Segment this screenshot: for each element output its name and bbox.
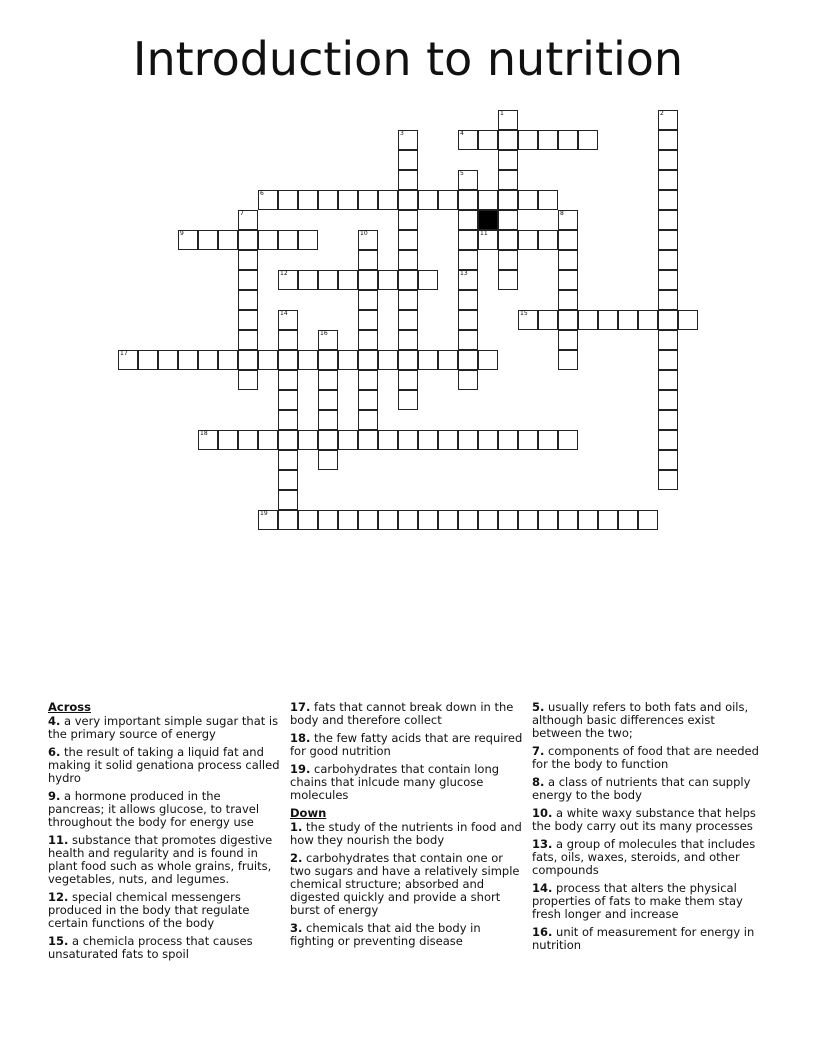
- grid-cell[interactable]: [398, 230, 418, 250]
- grid-cell[interactable]: [318, 270, 338, 290]
- grid-cell[interactable]: [558, 290, 578, 310]
- grid-number: 9: [180, 230, 184, 237]
- grid-cell[interactable]: [518, 190, 538, 210]
- grid-cell[interactable]: [538, 430, 558, 450]
- grid-number: 13: [460, 270, 468, 277]
- grid-cell[interactable]: [418, 190, 438, 210]
- grid-cell[interactable]: [358, 410, 378, 430]
- grid-cell[interactable]: [398, 310, 418, 330]
- grid-cell[interactable]: [358, 270, 378, 290]
- clues-column-2: [290, 701, 524, 953]
- clue-across-17: 17. fats that cannot break down in the body and therefore collect: [290, 700, 514, 727]
- grid-cell[interactable]: [458, 250, 478, 270]
- grid-cell[interactable]: [498, 130, 518, 150]
- grid-cell[interactable]: [278, 490, 298, 510]
- grid-cell[interactable]: [138, 350, 158, 370]
- clues-column-1: [48, 701, 280, 966]
- grid-cell[interactable]: [278, 410, 298, 430]
- grid-cell[interactable]: [278, 230, 298, 250]
- grid-cell[interactable]: [278, 450, 298, 470]
- grid-cell[interactable]: [278, 470, 298, 490]
- grid-cell[interactable]: [658, 450, 678, 470]
- grid-cell[interactable]: [398, 510, 418, 530]
- grid-cell[interactable]: [418, 350, 438, 370]
- grid-cell[interactable]: [238, 370, 258, 390]
- grid-cell[interactable]: [498, 210, 518, 230]
- grid-cell[interactable]: [278, 330, 298, 350]
- grid-cell[interactable]: [498, 510, 518, 530]
- grid-cell[interactable]: [318, 350, 338, 370]
- grid-cell[interactable]: [558, 310, 578, 330]
- clue-down-8: 8. a class of nutrients that can supply energy to the body: [532, 775, 751, 802]
- grid-cell[interactable]: [658, 130, 678, 150]
- clue-across-11: 11. substance that promotes digestive health and regularity and is found in plant food such as whole grains, fruits, vegetables, nuts, and legumes.: [48, 833, 273, 886]
- grid-cell[interactable]: [258, 430, 278, 450]
- grid-cell[interactable]: [318, 450, 338, 470]
- grid-cell[interactable]: [398, 330, 418, 350]
- page-title: Introduction to nutrition: [132, 32, 684, 86]
- grid-cell[interactable]: [398, 270, 418, 290]
- grid-cell[interactable]: [658, 290, 678, 310]
- grid-cell[interactable]: [478, 510, 498, 530]
- grid-cell[interactable]: [378, 270, 398, 290]
- grid-cell[interactable]: [238, 250, 258, 270]
- grid-number: 17: [120, 350, 128, 357]
- grid-cell[interactable]: [598, 510, 618, 530]
- grid-cell[interactable]: [238, 330, 258, 350]
- grid-cell[interactable]: [298, 510, 318, 530]
- down-heading: Down: [290, 806, 327, 820]
- grid-cell[interactable]: [398, 170, 418, 190]
- grid-cell[interactable]: [238, 270, 258, 290]
- grid-cell[interactable]: [558, 230, 578, 250]
- grid-cell[interactable]: [498, 190, 518, 210]
- grid-number: 18: [200, 430, 208, 437]
- grid-cell[interactable]: [358, 370, 378, 390]
- grid-cell[interactable]: [238, 290, 258, 310]
- grid-cell[interactable]: [358, 390, 378, 410]
- grid-cell[interactable]: [398, 190, 418, 210]
- grid-cell[interactable]: [578, 130, 598, 150]
- grid-cell[interactable]: [498, 170, 518, 190]
- clue-across-15: 15. a chemicla process that causes unsaturated fats to spoil: [48, 934, 253, 961]
- grid-cell[interactable]: [658, 410, 678, 430]
- clue-across-12: 12. special chemical messengers produced in the body that regulate certain functions of the body: [48, 890, 250, 930]
- grid-cell[interactable]: [458, 430, 478, 450]
- grid-cell[interactable]: [678, 310, 698, 330]
- grid-cell[interactable]: [298, 230, 318, 250]
- grid-number: 5: [460, 170, 464, 177]
- grid-cell[interactable]: [558, 430, 578, 450]
- grid-cell[interactable]: [518, 430, 538, 450]
- grid-cell[interactable]: [218, 430, 238, 450]
- grid-cell[interactable]: [398, 250, 418, 270]
- grid-cell[interactable]: [518, 130, 538, 150]
- grid-cell[interactable]: [318, 190, 338, 210]
- grid-cell[interactable]: [178, 350, 198, 370]
- grid-cell[interactable]: [398, 150, 418, 170]
- grid-cell[interactable]: [398, 210, 418, 230]
- grid-cell[interactable]: [158, 350, 178, 370]
- clue-across-19: 19. carbohydrates that contain long chains that inlcude many glucose molecules: [290, 762, 500, 802]
- grid-cell[interactable]: [398, 370, 418, 390]
- grid-cell[interactable]: [658, 250, 678, 270]
- grid-cell[interactable]: [458, 210, 478, 230]
- grid-cell[interactable]: [378, 350, 398, 370]
- grid-cell[interactable]: [478, 190, 498, 210]
- clue-down-16: 16. unit of measurement for energy in nutrition: [532, 925, 755, 952]
- grid-cell[interactable]: [358, 310, 378, 330]
- grid-cell[interactable]: [298, 350, 318, 370]
- grid-cell[interactable]: [358, 350, 378, 370]
- grid-cell[interactable]: [538, 130, 558, 150]
- grid-cell[interactable]: [518, 230, 538, 250]
- grid-cell[interactable]: [638, 310, 658, 330]
- grid-cell[interactable]: [458, 310, 478, 330]
- grid-cell[interactable]: [378, 430, 398, 450]
- grid-cell[interactable]: [658, 430, 678, 450]
- grid-cell[interactable]: [278, 430, 298, 450]
- grid-cell[interactable]: [538, 310, 558, 330]
- clues-column-3: [532, 701, 768, 957]
- grid-cell[interactable]: [458, 370, 478, 390]
- grid-cell[interactable]: [218, 350, 238, 370]
- grid-cell[interactable]: [278, 190, 298, 210]
- grid-cell[interactable]: [358, 330, 378, 350]
- grid-cell[interactable]: [318, 510, 338, 530]
- grid-cell[interactable]: [658, 310, 678, 330]
- clue-down-7: 7. components of food that are needed for the body to function: [532, 744, 759, 771]
- grid-number: 2: [660, 110, 664, 117]
- grid-cell[interactable]: [378, 510, 398, 530]
- grid-cell[interactable]: [558, 350, 578, 370]
- grid-cell[interactable]: [578, 510, 598, 530]
- grid-cell[interactable]: [658, 170, 678, 190]
- grid-cell[interactable]: [418, 510, 438, 530]
- grid-cell[interactable]: [658, 270, 678, 290]
- grid-cell[interactable]: [218, 230, 238, 250]
- grid-number: 7: [240, 210, 244, 217]
- grid-cell[interactable]: [298, 190, 318, 210]
- grid-number: 1: [500, 110, 504, 117]
- grid-cell[interactable]: [258, 350, 278, 370]
- grid-cell[interactable]: [558, 250, 578, 270]
- grid-cell[interactable]: [658, 230, 678, 250]
- grid-cell[interactable]: [278, 510, 298, 530]
- grid-cell[interactable]: [498, 430, 518, 450]
- grid-number: 15: [520, 310, 528, 317]
- grid-cell[interactable]: [338, 510, 358, 530]
- grid-cell[interactable]: [558, 330, 578, 350]
- clue-across-4: 4. a very important simple sugar that is the primary source of energy: [48, 714, 279, 741]
- grid-cell[interactable]: [318, 390, 338, 410]
- grid-cell[interactable]: [478, 350, 498, 370]
- grid-cell[interactable]: [338, 270, 358, 290]
- grid-cell[interactable]: [558, 510, 578, 530]
- grid-number: 11: [480, 230, 488, 237]
- grid-cell[interactable]: [278, 390, 298, 410]
- grid-number: 4: [460, 130, 464, 137]
- grid-cell[interactable]: [318, 410, 338, 430]
- grid-cell[interactable]: [438, 430, 458, 450]
- grid-cell[interactable]: [338, 430, 358, 450]
- grid-cell[interactable]: [238, 230, 258, 250]
- grid-cell[interactable]: [238, 430, 258, 450]
- grid-cell[interactable]: [658, 210, 678, 230]
- clue-down-5: 5. usually refers to both fats and oils, although basic differences exist between the two;: [532, 700, 749, 740]
- grid-number: 19: [260, 510, 268, 517]
- grid-cell[interactable]: [498, 270, 518, 290]
- grid-cell[interactable]: [658, 390, 678, 410]
- grid-cell[interactable]: [598, 310, 618, 330]
- grid-cell[interactable]: [358, 510, 378, 530]
- grid-cell[interactable]: [198, 350, 218, 370]
- grid-cell[interactable]: [358, 250, 378, 270]
- grid-cell[interactable]: [338, 350, 358, 370]
- grid-cell[interactable]: [498, 250, 518, 270]
- grid-black-cell: [478, 210, 498, 230]
- clue-down-10: 10. a white waxy substance that helps the body carry out its many processes: [532, 806, 756, 833]
- grid-cell[interactable]: [198, 230, 218, 250]
- grid-cell[interactable]: [618, 510, 638, 530]
- clue-down-14: 14. process that alters the physical properties of fats to make them stay fresh longer and increase: [532, 881, 743, 921]
- grid-cell[interactable]: [298, 270, 318, 290]
- grid-cell[interactable]: [398, 430, 418, 450]
- grid-cell[interactable]: [658, 330, 678, 350]
- grid-cell[interactable]: [378, 190, 398, 210]
- grid-cell[interactable]: [238, 310, 258, 330]
- grid-cell[interactable]: [578, 310, 598, 330]
- grid-cell[interactable]: [458, 230, 478, 250]
- grid-cell[interactable]: [658, 150, 678, 170]
- clue-down-3: 3. chemicals that aid the body in fighting or preventing disease: [290, 921, 481, 948]
- clue-across-18: 18. the few fatty acids that are required for good nutrition: [290, 731, 523, 758]
- grid-cell[interactable]: [458, 330, 478, 350]
- grid-cell[interactable]: [538, 510, 558, 530]
- grid-cell[interactable]: [618, 310, 638, 330]
- grid-cell[interactable]: [398, 290, 418, 310]
- clue-down-1: 1. the study of the nutrients in food and how they nourish the body: [290, 820, 522, 847]
- grid-cell[interactable]: [478, 430, 498, 450]
- grid-cell[interactable]: [418, 270, 438, 290]
- grid-cell[interactable]: [238, 350, 258, 370]
- grid-cell[interactable]: [358, 190, 378, 210]
- grid-cell[interactable]: [298, 430, 318, 450]
- grid-number: 10: [360, 230, 368, 237]
- grid-cell[interactable]: [538, 230, 558, 250]
- grid-number: 3: [400, 130, 404, 137]
- clue-down-2: 2. carbohydrates that contain one or two sugars and have a relatively simple chemical structure; absorbed and digested quickly and provide a short burst of energy: [290, 851, 520, 917]
- grid-cell[interactable]: [318, 430, 338, 450]
- clue-down-13: 13. a group of molecules that includes fats, oils, waxes, steroids, and other compounds: [532, 837, 756, 877]
- grid-cell[interactable]: [518, 510, 538, 530]
- grid-cell[interactable]: [538, 190, 558, 210]
- grid-number: 16: [320, 330, 328, 337]
- grid-cell[interactable]: [458, 350, 478, 370]
- grid-cell[interactable]: [658, 350, 678, 370]
- grid-cell[interactable]: [398, 350, 418, 370]
- grid-cell[interactable]: [278, 370, 298, 390]
- grid-number: 12: [280, 270, 288, 277]
- grid-cell[interactable]: [478, 130, 498, 150]
- grid-cell[interactable]: [498, 230, 518, 250]
- grid-cell[interactable]: [438, 510, 458, 530]
- across-heading: Across: [48, 700, 91, 714]
- clue-across-6: 6. the result of taking a liquid fat and making it solid genationa process called hydro: [48, 745, 280, 785]
- grid-cell[interactable]: [458, 190, 478, 210]
- grid-cell[interactable]: [338, 190, 358, 210]
- grid-cell[interactable]: [258, 230, 278, 250]
- grid-cell[interactable]: [358, 290, 378, 310]
- grid-cell[interactable]: [658, 470, 678, 490]
- grid-cell[interactable]: [558, 130, 578, 150]
- grid-number: 6: [260, 190, 264, 197]
- grid-cell[interactable]: [438, 350, 458, 370]
- grid-cell[interactable]: [458, 290, 478, 310]
- grid-cell[interactable]: [438, 190, 458, 210]
- grid-cell[interactable]: [398, 390, 418, 410]
- grid-cell[interactable]: [658, 190, 678, 210]
- grid-cell[interactable]: [638, 510, 658, 530]
- grid-cell[interactable]: [458, 510, 478, 530]
- grid-cell[interactable]: [278, 350, 298, 370]
- grid-number: 14: [280, 310, 288, 317]
- grid-cell[interactable]: [658, 370, 678, 390]
- grid-cell[interactable]: [418, 430, 438, 450]
- clue-across-9: 9. a hormone produced in the pancreas; it allows glucose, to travel throughout the body for energy use: [48, 789, 260, 829]
- grid-cell[interactable]: [498, 150, 518, 170]
- grid-cell[interactable]: [318, 370, 338, 390]
- grid-cell[interactable]: [358, 430, 378, 450]
- grid-cell[interactable]: [558, 270, 578, 290]
- grid-number: 8: [560, 210, 564, 217]
